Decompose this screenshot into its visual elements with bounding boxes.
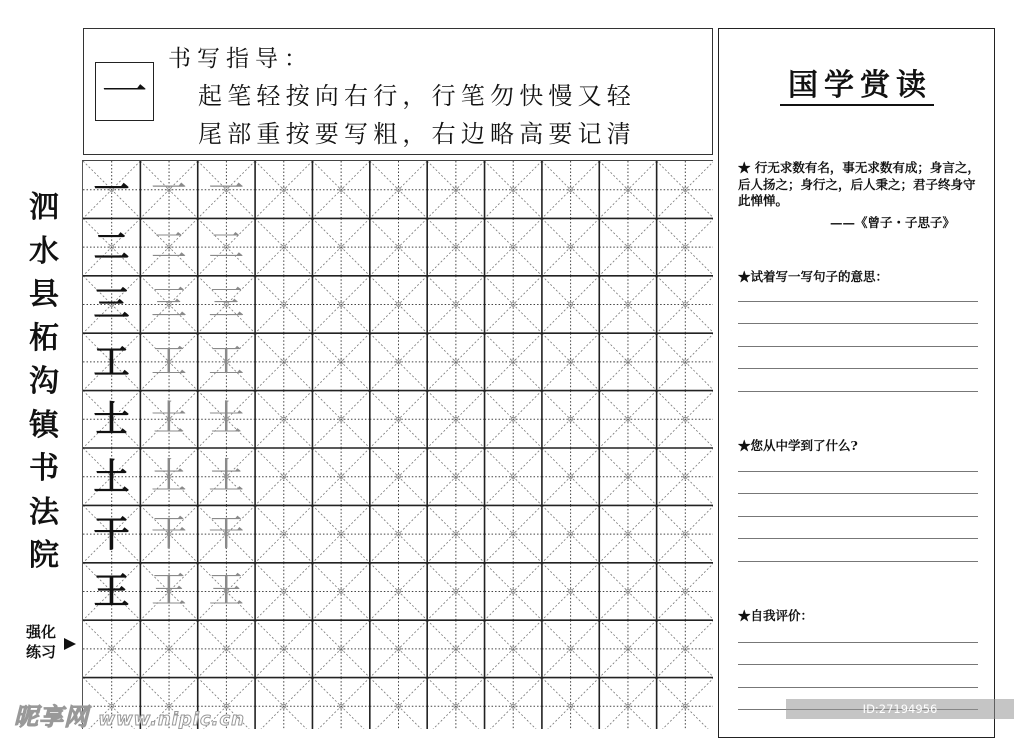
answer-line[interactable] [738, 346, 978, 347]
stroke-char: 一 [101, 64, 148, 119]
trace-char: 干 [150, 512, 187, 554]
answer-line[interactable] [738, 687, 978, 688]
arrow-right-icon [64, 638, 76, 650]
trace-char: 王 [150, 570, 187, 612]
trace-char: 三 [208, 283, 245, 325]
side-title [24, 186, 64, 578]
example-char: 二 [93, 225, 130, 268]
side-title-char: 书 [29, 451, 59, 486]
trace-char: 一 [150, 168, 187, 210]
side-title-char: 镇 [29, 407, 59, 443]
answer-line[interactable] [738, 368, 978, 369]
example-char: 工 [93, 340, 130, 383]
trace-char: 王 [208, 570, 245, 612]
answer-line[interactable] [738, 642, 978, 643]
trace-char: 二 [208, 225, 245, 267]
trace-char: 士 [150, 398, 187, 440]
side-title-char: 沟 [29, 364, 59, 399]
example-char: 一 [93, 168, 130, 211]
example-char: 土 [93, 455, 130, 498]
trace-char: 工 [150, 340, 187, 382]
watermark-site [14, 697, 245, 732]
trace-char: 三 [150, 283, 187, 325]
trace-char: 干 [208, 512, 245, 554]
example-char: 王 [93, 570, 130, 613]
watermark-id: ID:27194956 NO:20200417135853471000 [786, 699, 1014, 719]
answer-line[interactable] [738, 664, 978, 665]
answer-line[interactable] [738, 516, 978, 517]
answer-line[interactable] [738, 471, 978, 472]
example-char: 三 [93, 283, 130, 326]
practice-label-line: 强化 [26, 623, 57, 641]
guide-title: 书写指导： [168, 46, 313, 72]
guide-line-1: 起笔轻按向右行，行笔勿快慢又轻 [198, 82, 636, 110]
example-char: 士 [93, 398, 130, 441]
panel-title: 国学赏读 [788, 68, 932, 103]
prompt-meaning: ★试着写一写句子的意思： [738, 269, 889, 284]
guide-line-2: 尾部重按要写粗，右边略高要记清 [198, 120, 636, 148]
side-title-char: 院 [29, 538, 59, 573]
prompt-self-evaluation: ★自我评价： [738, 608, 814, 623]
answer-line[interactable] [738, 538, 978, 539]
answer-line[interactable] [738, 301, 978, 302]
answer-line[interactable] [738, 561, 978, 562]
side-title-char: 泗 [29, 190, 59, 225]
quote-text: ★ 行无求数有名，事无求数有成；身言之，后人扬之；身行之，后人秉之；君子终身守此惮惮。 [738, 160, 980, 208]
side-title-char: 水 [29, 233, 59, 269]
mizi-practice-grid[interactable] [82, 160, 713, 729]
watermark-site-name: 昵享网 [14, 703, 89, 731]
prompt-learned: ★您从中学到了什么? [738, 438, 858, 453]
quote-source: ——《曾子・子思子》 [830, 215, 956, 230]
answer-line[interactable] [738, 493, 978, 494]
trace-char: 土 [150, 455, 187, 497]
stroke-char-box [95, 62, 154, 121]
side-title-char: 县 [29, 277, 59, 312]
trace-char: 一 [208, 168, 245, 210]
title-underline [780, 104, 934, 106]
trace-char: 士 [208, 398, 245, 440]
side-title-char: 法 [29, 494, 59, 530]
answer-line[interactable] [738, 323, 978, 324]
trace-char: 土 [208, 455, 245, 497]
example-char: 干 [93, 512, 130, 555]
watermark-url: www.nipic.cn [98, 709, 245, 730]
side-title-char: 柘 [29, 320, 59, 356]
answer-line[interactable] [738, 391, 978, 392]
trace-char: 二 [150, 225, 187, 267]
trace-char: 工 [208, 340, 245, 382]
classics-reading-panel [718, 28, 995, 738]
practice-label-line: 练习 [26, 643, 57, 661]
practice-label [26, 622, 68, 662]
